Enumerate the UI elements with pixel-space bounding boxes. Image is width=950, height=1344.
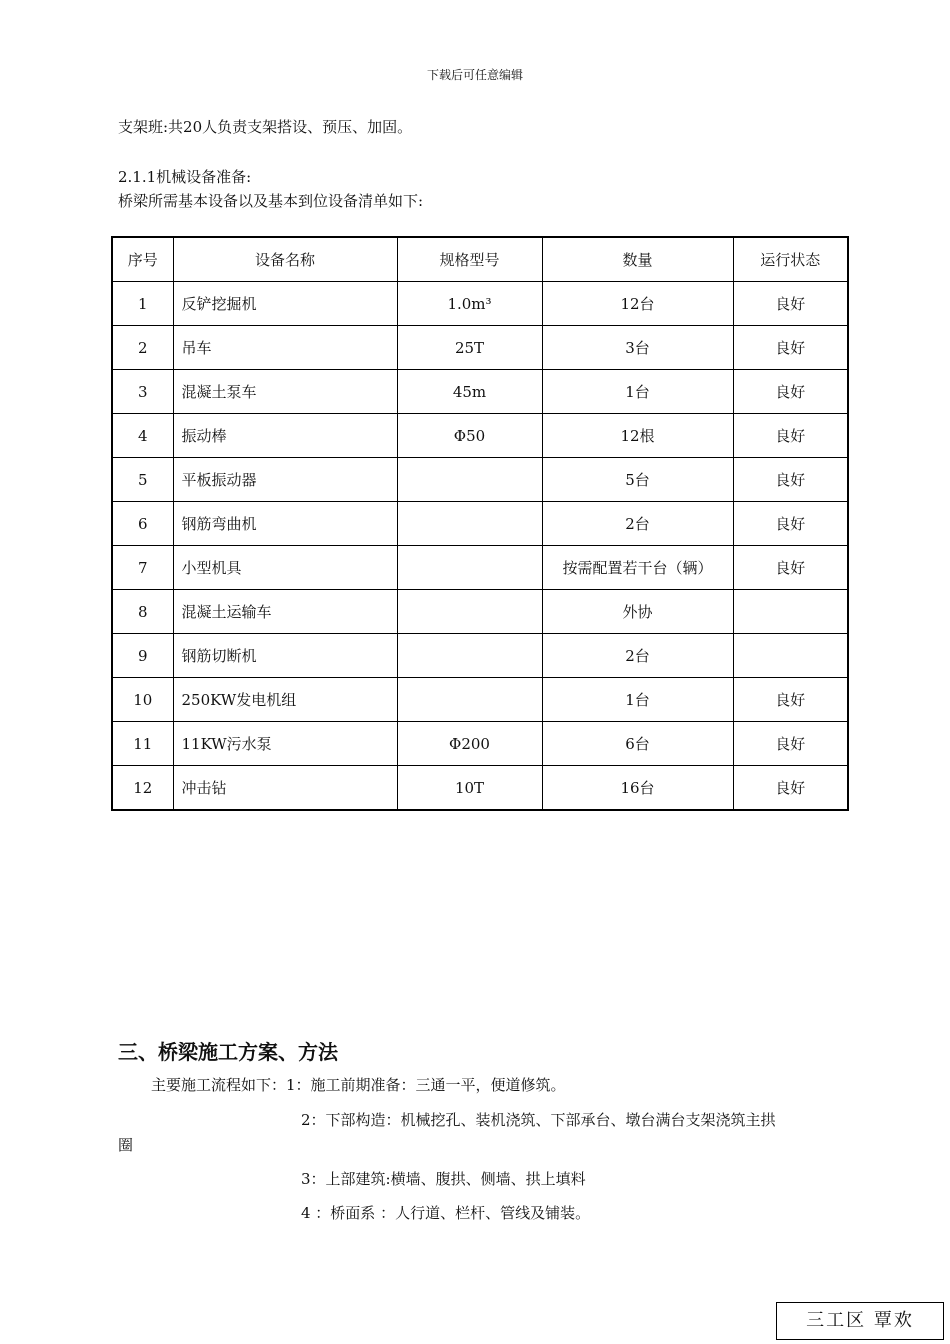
cell-status: 良好: [733, 502, 848, 546]
cell-name: 250KW发电机组: [173, 678, 397, 722]
cell-quantity: 12台: [542, 282, 733, 326]
cell-index: 9: [112, 634, 173, 678]
list-intro: 桥梁所需基本设备以及基本到位设备清单如下:: [118, 192, 424, 210]
cell-quantity: 2台: [542, 502, 733, 546]
cell-spec: 1.0m³: [397, 282, 542, 326]
flow-step-4: 4 ：桥面系 ：人行道、栏杆、管线及铺装。: [301, 1204, 591, 1222]
cell-quantity: 5台: [542, 458, 733, 502]
cell-status: 良好: [733, 458, 848, 502]
header-note: 下载后可任意编辑: [426, 68, 523, 82]
cell-index: 5: [112, 458, 173, 502]
cell-quantity: 2台: [542, 634, 733, 678]
cell-index: 7: [112, 546, 173, 590]
flow-step-2: 2：下部构造：机械挖孔、装机浇筑、下部承台、墩台满台支架浇筑主拱: [301, 1111, 776, 1129]
cell-status: 良好: [733, 414, 848, 458]
cell-index: 6: [112, 502, 173, 546]
cell-name: 吊车: [173, 326, 397, 370]
cell-name: 钢筋弯曲机: [173, 502, 397, 546]
cell-name: 混凝土泵车: [173, 370, 397, 414]
cell-spec: [397, 502, 542, 546]
header-name: 设备名称: [173, 237, 397, 282]
cell-quantity: 1台: [542, 370, 733, 414]
cell-quantity: 3台: [542, 326, 733, 370]
cell-index: 3: [112, 370, 173, 414]
table-row: [112, 678, 848, 722]
table-row: [112, 282, 848, 326]
cell-quantity: 12根: [542, 414, 733, 458]
cell-quantity: 按需配置若干台（辆）: [542, 546, 733, 590]
table-row: [112, 766, 848, 811]
cell-name: 小型机具: [173, 546, 397, 590]
cell-index: 12: [112, 766, 173, 811]
cell-status: 良好: [733, 326, 848, 370]
table-row: [112, 590, 848, 634]
cell-status: 良好: [733, 546, 848, 590]
cell-spec: [397, 546, 542, 590]
cell-spec: [397, 634, 542, 678]
cell-quantity: 外协: [542, 590, 733, 634]
flow-step-3: 3：上部建筑:横墙、腹拱、侧墙、拱上填料: [301, 1170, 586, 1188]
cell-spec: 45m: [397, 370, 542, 414]
table-row: [112, 546, 848, 590]
cell-name: 反铲挖掘机: [173, 282, 397, 326]
cell-name: 11KW污水泵: [173, 722, 397, 766]
cell-index: 4: [112, 414, 173, 458]
cell-index: 2: [112, 326, 173, 370]
header-quantity: 数量: [542, 237, 733, 282]
cell-index: 1: [112, 282, 173, 326]
cell-status: 良好: [733, 282, 848, 326]
section-title: 2.1.1机械设备准备:: [118, 168, 252, 186]
cell-quantity: 6台: [542, 722, 733, 766]
cell-spec: Φ200: [397, 722, 542, 766]
table-row: [112, 458, 848, 502]
cell-status: [733, 590, 848, 634]
cell-index: 8: [112, 590, 173, 634]
cell-spec: 10T: [397, 766, 542, 811]
cell-status: [733, 634, 848, 678]
table-row: [112, 722, 848, 766]
cell-spec: Φ50: [397, 414, 542, 458]
cell-name: 平板振动器: [173, 458, 397, 502]
cell-index: 10: [112, 678, 173, 722]
table-row: [112, 634, 848, 678]
flow-step-1: 主要施工流程如下：1：施工前期准备：三通一平，便道修筑。: [151, 1076, 566, 1094]
cell-spec: [397, 590, 542, 634]
equipment-table: [111, 236, 849, 811]
table-row: [112, 370, 848, 414]
cell-quantity: 16台: [542, 766, 733, 811]
table-row: [112, 414, 848, 458]
team-line: 支架班:共20人负责支架搭设、预压、加固。: [118, 118, 413, 136]
cell-name: 钢筋切断机: [173, 634, 397, 678]
cell-status: 良好: [733, 678, 848, 722]
cell-spec: [397, 678, 542, 722]
cell-status: 良好: [733, 370, 848, 414]
cell-index: 11: [112, 722, 173, 766]
cell-quantity: 1台: [542, 678, 733, 722]
header-status: 运行状态: [733, 237, 848, 282]
footer-signature-box: 三工区 覃欢: [776, 1302, 944, 1340]
cell-name: 混凝土运输车: [173, 590, 397, 634]
section-heading: 三、桥梁施工方案、方法: [118, 1040, 338, 1064]
cell-status: 良好: [733, 766, 848, 811]
cell-spec: [397, 458, 542, 502]
header-spec: 规格型号: [397, 237, 542, 282]
table-header-row: [112, 237, 848, 282]
cell-spec: 25T: [397, 326, 542, 370]
table-row: [112, 326, 848, 370]
cell-status: 良好: [733, 722, 848, 766]
flow-step-2-continued: 圈: [118, 1136, 134, 1154]
table-row: [112, 502, 848, 546]
header-index: 序号: [112, 237, 173, 282]
cell-name: 振动棒: [173, 414, 397, 458]
cell-name: 冲击钻: [173, 766, 397, 811]
